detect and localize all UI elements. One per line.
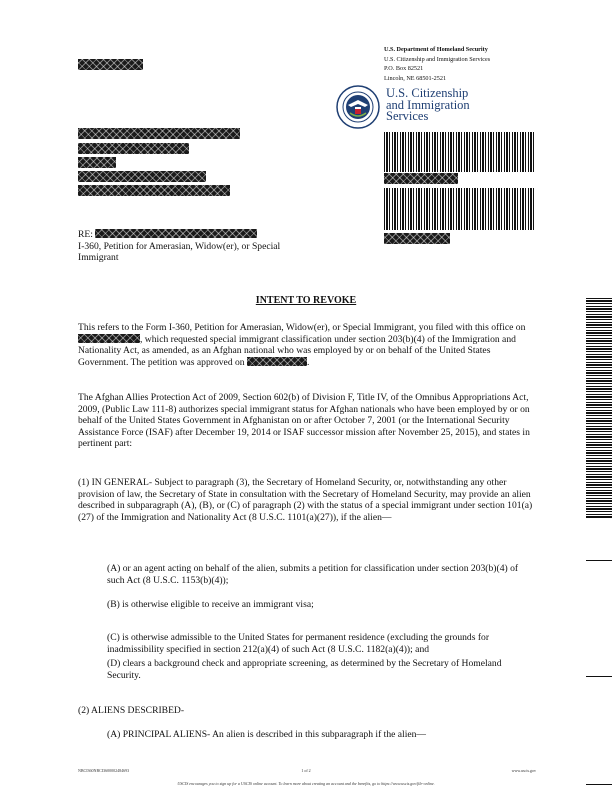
re-form-line1: I-360, Petition for Amerasian, Widow(er), or Special [78,240,281,252]
agency-city: Lincoln, NE 68501-2521 [384,74,447,82]
para1-part1: This refers to the Form I-360, Petition for Amerasian, Widow(er), or Special Immigrant, you filed with this office on [78,322,526,333]
dhs-seal-icon [336,85,380,129]
paragraph-in-general: (1) IN GENERAL- Subject to paragraph (3), the Secretary of Homeland Security, or, notwithstanding any other provision of law, the Secretary of State in consultation with the Secretary of Homeland Security, may provide an alien described in subparagraph (A), (B), or (C) of paragraph (2) with the status of a special immigrant under section 101(a)(27) of the Immigration and Nationality Act (8 U.S.C. 1101(a)(27)), if the alien— [78,477,533,523]
agency-office: U.S. Citizenship and Immigration Services [384,55,491,63]
side-tick-2 [586,676,612,677]
uscis-wordmark [386,88,470,123]
redacted-filing-date [78,334,140,343]
barcode-1 [384,132,534,172]
item-principal-aliens: (A) PRINCIPAL ALIENS- An alien is described in this subparagraph if the alien— [107,729,427,740]
re-form-line2: Immigrant [78,252,119,264]
side-tick-1 [586,560,612,561]
paragraph-act: The Afghan Allies Protection Act of 2009, Section 602(b) of Division F, Title IV, of the Omnibus Appropriations Act, 2009, (Public Law 111-8) authorizes special immigrant status for Afghan nationals who have been employed by or on behalf of the United States Government in Afghanistan on or after October 7, 2001 (or the International Security Assistance Force (ISAF) after December 19, 2014 or ISAF successor mission after November 25, 2015), and states in pertinent part: [78,392,530,450]
redacted-address-line2 [78,143,189,154]
para1-part3: . [307,356,310,368]
redacted-barcode-1-number [384,173,458,184]
footer-page-number: 1 of 2 [301,768,311,773]
redacted-recipient-top [78,59,143,70]
item-b: (B) is otherwise eligible to receive an immigrant visa; [107,599,314,610]
redacted-address-line4 [78,171,206,182]
brand-line2: and Immigration [386,97,470,112]
brand-line3: Services [386,109,429,123]
footer-code: NBCI360NBCI3600002484693 [78,768,130,773]
redacted-barcode-2-number [384,233,450,244]
re-line [78,229,338,241]
footer-notice: USCIS encourages you to sign up for a USCIS online account. To learn more about creating an account and the benefits, go to https://www.uscis.gov/file-online. [177,781,435,786]
redacted-address-line1 [78,128,240,139]
re-label: RE: [78,229,93,240]
document-title: INTENT TO REVOKE [255,295,357,306]
item-c: (C) is otherwise admissible to the United States for permanent residence (excluding the grounds for inadmissibility specified in section 212(a)(4) of such Act (8 U.S.C. 1182(a)(4)); and [107,632,490,655]
footer-url: www.uscis.gov [511,768,536,773]
side-barcode [586,298,612,518]
redacted-approval-date [247,356,310,368]
item-d: (D) clears a background check and appropriate screening, as determined by the Secretary of Homeland Security. [107,658,502,681]
redacted-address-line3 [78,157,116,168]
agency-address [384,45,490,83]
agency-po-box: P.O. Box 82521 [384,65,424,72]
paragraph-intro [78,322,538,368]
para1-part2: , which requested special immigrant classification under section 203(b)(4) of the Immigration and Nationality Act, as amended, as an Afghan national who was employed by or on behalf of the United States Government. The petition was approved on [78,333,516,368]
brand-line1: U.S. Citizenship [386,86,469,100]
barcode-2 [384,188,534,230]
redacted-receipt-number [95,229,257,238]
redacted-address-line5 [78,185,230,196]
re-block [78,229,338,264]
section-aliens-described: (2) ALIENS DESCRIBED- [78,705,185,716]
agency-department: U.S. Department of Homeland Security [384,46,488,53]
item-a: (A) or an agent acting on behalf of the alien, submits a petition for classification under section 203(b)(4) of such Act (8 U.S.C. 1153(b)(4)); [107,563,519,586]
